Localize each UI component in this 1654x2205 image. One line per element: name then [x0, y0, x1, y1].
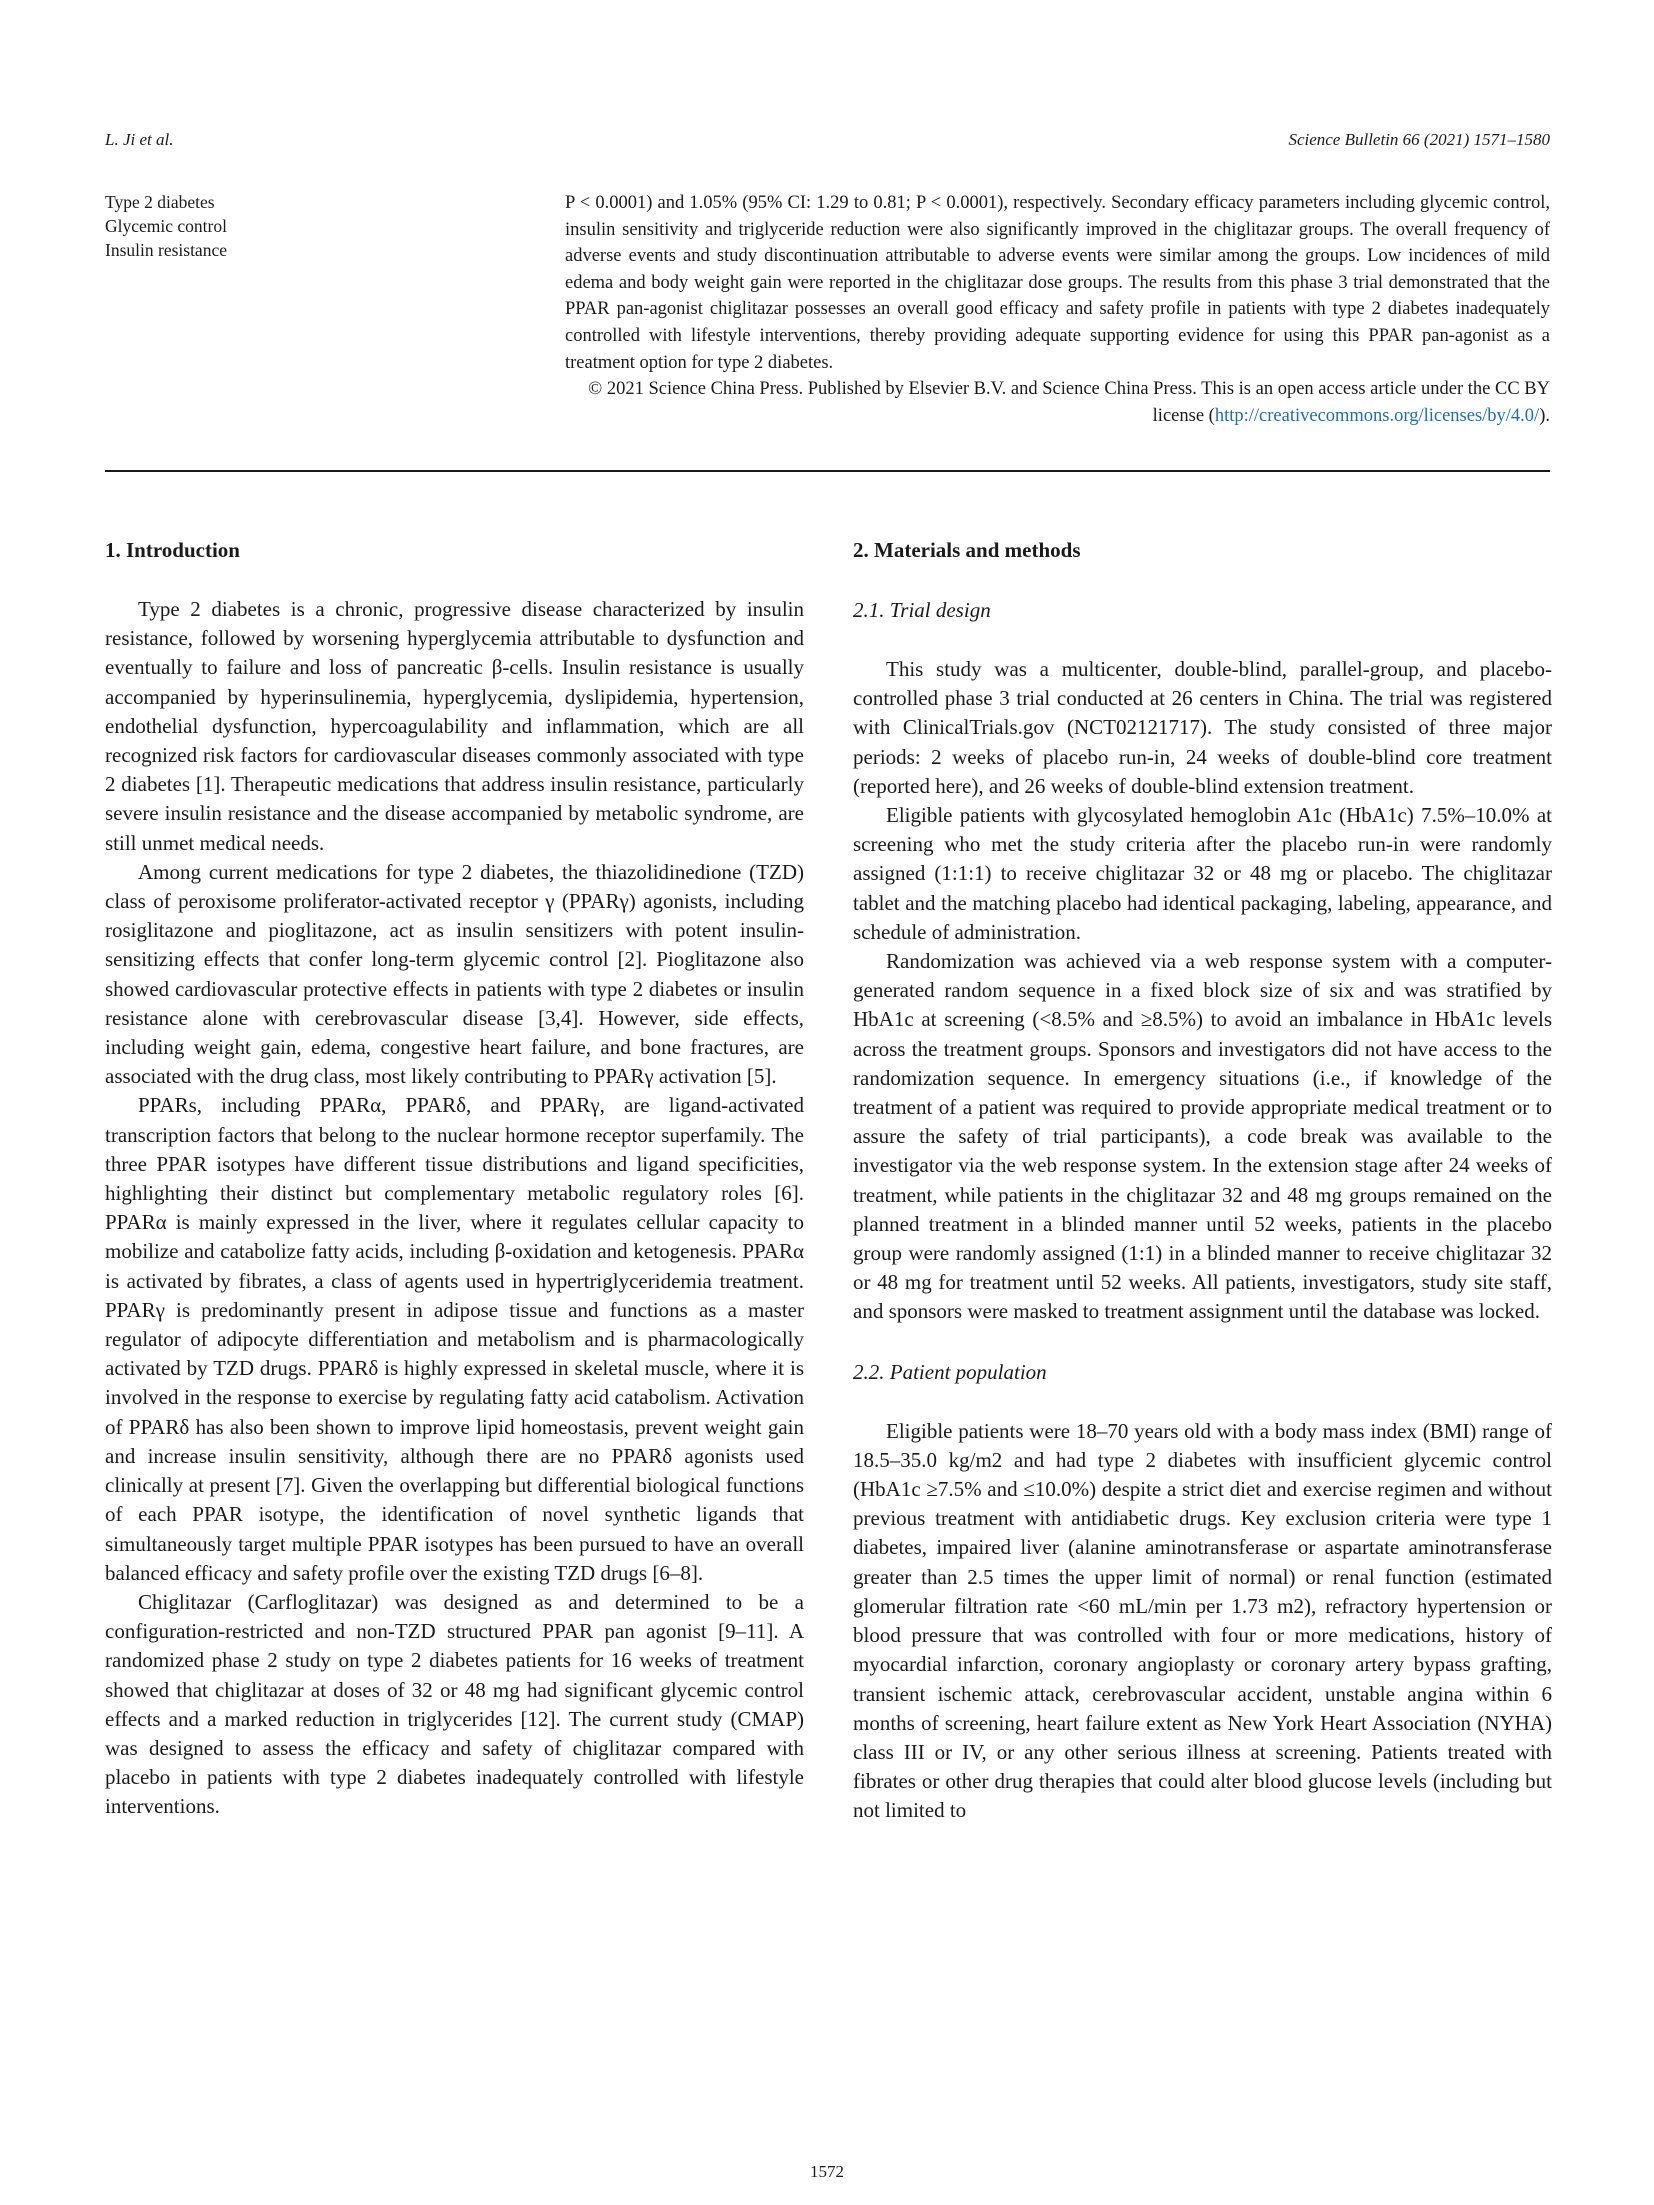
keyword: Glycemic control	[105, 216, 227, 236]
right-column	[853, 535, 1552, 1826]
copyright-notice	[565, 376, 1550, 429]
copyright-end: ).	[1539, 405, 1550, 426]
methods-heading: 2. Materials and methods	[853, 538, 1081, 562]
trial-design-paragraph: This study was a multicenter, double-blind, parallel-group, and placebo-controlled phase 3 trial conducted at 26 centers in China. The trial was registered with ClinicalTrials.gov (NCT02121717). The study consisted of three major periods: 2 weeks of placebo run-in, 24 weeks of double-blind core treatment (reported here), and 26 weeks of double-blind extension treatment.	[853, 657, 1552, 798]
running-header	[105, 130, 1550, 154]
abstract	[565, 190, 1550, 429]
trial-design-paragraph: Randomization was achieved via a web response system with a computer-generated random sequence in a fixed block size of six and was stratified by HbA1c at screening (<8.5% and ≥8.5%) to avoid an imbalance in HbA1c levels across the treatment groups. Sponsors and investigators did not have access to the randomization sequence. In emergency situations (i.e., if knowledge of the treatment of a patient was required to provide appropriate medical treatment or to assure the safety of trial participants), a code break was available to the investigator via the web response system. In the extension stage after 24 weeks of treatment, while patients in the chiglitazar 32 and 48 mg groups remained on the planned treatment in a blinded manner until 52 weeks, patients in the placebo group were randomly assigned (1:1) in a blinded manner to receive chiglitazar 32 or 48 mg for treatment until 52 weeks. All patients, investigators, study site staff, and sponsors were masked to treatment assignment until the database was locked.	[853, 949, 1552, 1324]
left-column	[105, 535, 804, 1822]
running-header-authors: L. Ji et al.	[105, 130, 174, 149]
patient-population-paragraph: Eligible patients were 18–70 years old with a body mass index (BMI) range of 18.5–35.0 kg/m2 and had type 2 diabetes with insufficient glycemic control (HbA1c ≥7.5% and ≤10.0%) despite a strict diet and exercise regimen and without previous treatment with antidiabetic drugs. Key exclusion criteria were type 1 diabetes, impaired liver (alanine aminotransferase or aspartate aminotransferase greater than 2.5 times the upper limit of normal) or renal function (estimated glomerular filtration rate <60 mL/min per 1.73 m2), refractory hypertension or blood pressure that was controlled with four or more medications, history of myocardial infarction, coronary angioplasty or coronary artery bypass grafting, transient ischemic attack, cerebrovascular accident, unstable angina within 6 months of screening, heart failure extent as New York Heart Association (NYHA) class III or IV, or any other serious illness at screening. Patients treated with fibrates or other drug therapies that could alter blood glucose levels (including but not limited to	[853, 1418, 1552, 1823]
running-header-journal: Science Bulletin 66 (2021) 1571–1580	[1288, 130, 1550, 149]
page-number: 1572	[810, 2162, 844, 2181]
keyword: Insulin resistance	[105, 240, 227, 260]
trial-design-paragraph: Eligible patients with glycosylated hemoglobin A1c (HbA1c) 7.5%–10.0% at screening who met the study criteria after the placebo run-in were randomly assigned (1:1:1) to receive chiglitazar 32 or 48 mg or placebo. The chiglitazar tablet and the matching placebo had identical packaging, labeling, appearance, and schedule of administration.	[853, 803, 1552, 944]
keywords-list	[105, 190, 405, 262]
intro-paragraph: Type 2 diabetes is a chronic, progressive disease characterized by insulin resistance, followed by worsening hyperglycemia attributable to dysfunction and eventually to failure and loss of pancreatic β-cells. Insulin resistance is usually accompanied by hyperinsulinemia, hyperglycemia, dyslipidemia, hypertension, endothelial dysfunction, hypercoagulability and inflammation, which are all recognized risk factors for cardiovascular diseases commonly associated with type 2 diabetes [1]. Therapeutic medications that address insulin resistance, particularly severe insulin resistance and the disease accompanied by metabolic syndrome, are still unmet medical needs.	[105, 597, 804, 855]
intro-paragraph: Among current medications for type 2 diabetes, the thiazolidinedione (TZD) class of peroxisome proliferator-activated receptor γ (PPARγ) agonists, including rosiglitazone and pioglitazone, act as insulin sensitizers with potent insulin-sensitizing effects that confer long-term glycemic control [2]. Pioglitazone also showed cardiovascular protective effects in patients with type 2 diabetes or insulin resistance alone with cerebrovascular disease [3,4]. However, side effects, including weight gain, edema, congestive heart failure, and bone fractures, are associated with the drug class, most likely contributing to PPARγ activation [5].	[105, 859, 804, 1089]
patient-population-heading: 2.2. Patient population	[853, 1359, 1047, 1384]
license-link[interactable]: http://creativecommons.org/licenses/by/4.0/	[1214, 405, 1540, 426]
introduction-heading: 1. Introduction	[105, 538, 240, 562]
section-divider	[105, 470, 1550, 472]
intro-paragraph: PPARs, including PPARα, PPARδ, and PPARγ, are ligand-activated transcription factors that belong to the nuclear hormone receptor superfamily. The three PPAR isotypes have different tissue distributions and ligand specificities, highlighting their distinct but complementary metabolic regulatory roles [6]. PPARα is mainly expressed in the liver, where it regulates cellular capacity to mobilize and catabolize fatty acids, including β-oxidation and ketogenesis. PPARα is activated by fibrates, a class of agents used in hypertriglyceridemia treatment. PPARγ is predominantly present in adipose tissue and functions as a master regulator of adipocyte differentiation and metabolism and is pharmacologically activated by TZD drugs. PPARδ is highly expressed in skeletal muscle, where it is involved in the response to exercise by regulating fatty acid catabolism. Activation of PPARδ has also been shown to improve lipid homeostasis, prevent weight gain and increase insulin sensitivity, although there are no PPARδ agonists used clinically at present [7]. Given the overlapping but differential biological functions of each PPAR isotype, the identification of novel synthetic ligands that simultaneously target multiple PPAR isotypes has been pursued to have an overall balanced efficacy and safety profile over the existing TZD drugs [6–8].	[105, 1093, 804, 1585]
abstract-text: P < 0.0001) and 1.05% (95% CI: 1.29 to 0.81; P < 0.0001), respectively. Secondary efficacy parameters including glycemic control, insulin sensitivity and triglyceride reduction were also significantly improved in the chiglitazar groups. The overall frequency of adverse events and study discontinuation attributable to adverse events were similar among the groups. Low incidences of mild edema and body weight gain were reported in the chiglitazar dose groups. The results from this phase 3 trial demonstrated that the PPAR pan-agonist chiglitazar possesses an overall good efficacy and safety profile in patients with type 2 diabetes inadequately controlled with lifestyle interventions, thereby providing adequate supporting evidence for using this PPAR pan-agonist as a treatment option for type 2 diabetes.	[565, 193, 1550, 373]
intro-paragraph: Chiglitazar (Carfloglitazar) was designed as and determined to be a configuration-restricted and non-TZD structured PPAR pan agonist [9–11]. A randomized phase 2 study on type 2 diabetes patients for 16 weeks of treatment showed that chiglitazar at doses of 32 or 48 mg had significant glycemic control effects and a marked reduction in triglycerides [12]. The current study (CMAP) was designed to assess the efficacy and safety of chiglitazar compared with placebo in patients with type 2 diabetes inadequately controlled with lifestyle interventions.	[105, 1589, 804, 1819]
trial-design-heading: 2.1. Trial design	[853, 598, 991, 622]
keyword: Type 2 diabetes	[105, 192, 215, 212]
copyright-text: © 2021 Science China Press. Published by Elsevier B.V. and Science China Press. This is an open access article under the CC BY license (	[588, 379, 1550, 426]
